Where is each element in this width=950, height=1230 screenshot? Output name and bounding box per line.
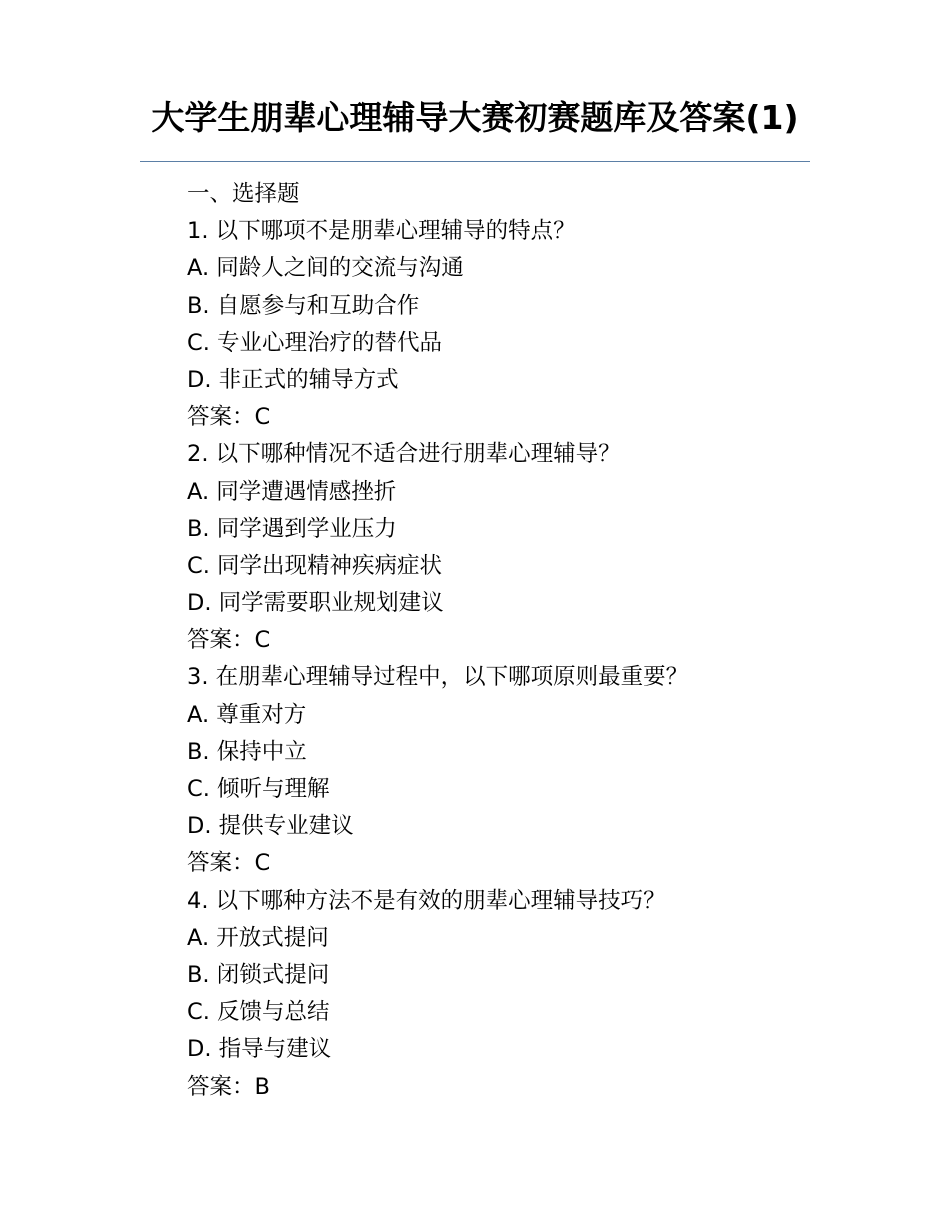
option-b: B. 自愿参与和互助合作 (187, 292, 420, 319)
question-block-3 (187, 659, 807, 882)
option-c: C. 反馈与总结 (187, 999, 330, 1026)
option-d: D. 同学需要职业规划建议 (187, 590, 444, 617)
document-body (187, 176, 807, 1106)
option-d: D. 非正式的辅导方式 (187, 366, 399, 393)
question-block-2 (187, 436, 807, 659)
question-stem: 4. 以下哪种方法不是有效的朋辈心理辅导技巧？ (187, 887, 666, 914)
answer-line: 答案：C (187, 850, 271, 877)
option-b: B. 同学遇到学业压力 (187, 515, 397, 542)
document-title: 大学生朋辈心理辅导大赛初赛题库及答案(1) (151, 98, 799, 137)
option-d: D. 提供专业建议 (187, 813, 354, 840)
option-a: A. 同学遭遇情感挫折 (187, 478, 397, 505)
question-stem: 3. 在朋辈心理辅导过程中，以下哪项原则最重要？ (187, 664, 689, 691)
question-stem: 1. 以下哪项不是朋辈心理辅导的特点？ (187, 218, 576, 245)
title-underline (140, 161, 810, 162)
option-b: B. 闭锁式提问 (187, 961, 330, 988)
option-c: C. 倾听与理解 (187, 776, 330, 802)
option-b: B. 保持中立 (187, 738, 307, 765)
question-block-1 (187, 213, 807, 436)
option-a: A. 尊重对方 (187, 701, 307, 728)
option-a: A. 开放式提问 (187, 924, 329, 951)
option-d: D. 指导与建议 (187, 1036, 332, 1063)
answer-line: 答案：B (187, 1073, 270, 1100)
section-heading: 一、选择题 (187, 181, 300, 207)
option-a: A. 同龄人之间的交流与沟通 (187, 255, 464, 282)
option-c: C. 专业心理治疗的替代品 (187, 329, 443, 356)
question-stem: 2. 以下哪种情况不适合进行朋辈心理辅导？ (187, 441, 621, 468)
answer-line: 答案：C (187, 404, 271, 431)
option-c: C. 同学出现精神疾病症状 (187, 552, 443, 579)
question-block-4 (187, 883, 807, 1106)
answer-line: 答案：C (187, 627, 271, 654)
